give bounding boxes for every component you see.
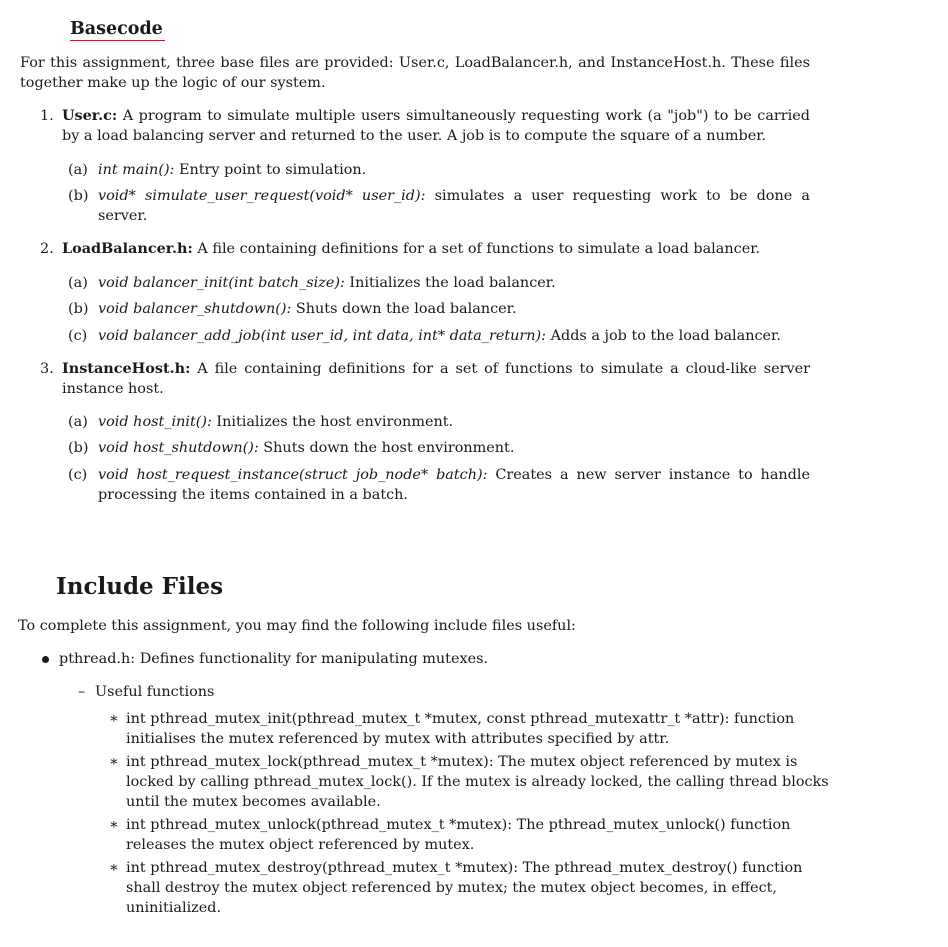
item-filename: User.c:	[62, 107, 118, 124]
item-number: 3.	[40, 361, 54, 377]
function-text: int pthread_mutex_destroy(pthread_mutex_t *mutex): The pthread_mutex_destroy() function shall destroy the mutex object referenced by mutex; the mutex object becomes, in effect, uninitialized.	[126, 860, 803, 916]
sub-item	[68, 299, 810, 319]
function-item	[109, 752, 834, 812]
function-text: int pthread_mutex_lock(pthread_mutex_t *mutex): The mutex object referenced by mutex is locked by calling pthread_mutex_lock(). If the mutex is already locked, the calling thread blocks until the mutex becomes available.	[126, 754, 829, 810]
function-signature: void host_request_instance(struct job_node* batch):	[98, 467, 488, 483]
item-description: A file containing definitions for a set of functions to simulate a load balancer.	[192, 241, 761, 257]
sub-item-label: (c)	[68, 467, 88, 483]
sub-item	[68, 438, 810, 458]
section-title-basecode: Basecode	[70, 19, 163, 39]
function-signature: void balancer_add_job(int user_id, int data, int* data_return):	[98, 328, 547, 344]
bullet-item	[42, 649, 802, 669]
function-signature: void balancer_init(int batch_size):	[98, 275, 345, 291]
function-signature: int main():	[98, 162, 175, 178]
list-item-user-c	[40, 106, 810, 146]
item-description: A program to simulate multiple users simultaneously requesting work (a "job") to be carried by a load balancing server and returned to the user. A job is to compute the square of a number.	[62, 108, 810, 144]
sub-item-label: (a)	[68, 414, 88, 430]
star-marker: ∗	[109, 711, 119, 727]
function-description: simulates a user requesting work to be done a server.	[98, 188, 810, 224]
sub-item	[68, 160, 810, 180]
item-number: 2.	[40, 241, 54, 257]
function-description: Adds a job to the load balancer.	[546, 328, 781, 344]
sub-item-label: (a)	[68, 275, 88, 291]
star-marker: ∗	[109, 817, 119, 833]
section-title-include-files: Include Files	[56, 573, 224, 600]
list-item-loadbalancer-h	[40, 239, 810, 259]
star-marker: ∗	[109, 860, 119, 876]
dash-item	[78, 682, 798, 702]
function-item	[109, 858, 834, 918]
bullet-dot-icon	[42, 656, 49, 663]
sub-item-label: (b)	[68, 188, 89, 204]
function-item	[109, 709, 834, 749]
function-signature: void host_shutdown():	[98, 440, 259, 456]
sub-item	[68, 273, 810, 293]
function-signature: void* simulate_user_request(void* user_id):	[98, 188, 426, 204]
function-description: Shuts down the host environment.	[258, 440, 515, 456]
include-intro: To complete this assignment, you may find the following include files useful:	[18, 618, 576, 634]
function-description: Creates a new server instance to handle processing the items contained in a batch.	[98, 467, 810, 503]
function-description: Shuts down the load balancer.	[291, 301, 517, 317]
item-filename: InstanceHost.h:	[62, 360, 191, 377]
sub-item	[68, 186, 810, 226]
item-number: 1.	[40, 108, 54, 124]
function-description: Entry point to simulation.	[174, 162, 367, 178]
function-signature: void host_init():	[98, 414, 212, 430]
useful-functions-heading: Useful functions	[95, 684, 215, 700]
function-description: Initializes the load balancer.	[344, 275, 556, 291]
sub-item	[68, 465, 810, 505]
sub-item	[68, 326, 810, 346]
sub-item	[68, 412, 810, 432]
sub-item-label: (b)	[68, 440, 89, 456]
item-filename: LoadBalancer.h:	[62, 240, 193, 257]
item-description: A file containing definitions for a set of functions to simulate a cloud-like server instance host.	[62, 361, 810, 397]
function-item	[109, 815, 834, 855]
sub-item-label: (b)	[68, 301, 89, 317]
function-text: int pthread_mutex_init(pthread_mutex_t *mutex, const pthread_mutexattr_t *attr): function initialises the mutex referenced by mutex with attributes specified by attr.	[126, 711, 795, 747]
basecode-intro: For this assignment, three base files are provided: User.c, LoadBalancer.h, and InstanceHost.h. These files together make up the logic of our system.	[20, 55, 810, 91]
function-description: Initializes the host environment.	[211, 414, 454, 430]
sub-item-label: (a)	[68, 162, 88, 178]
function-text: int pthread_mutex_unlock(pthread_mutex_t *mutex): The pthread_mutex_unlock() function releases the mutex object referenced by mutex.	[126, 817, 791, 853]
star-marker: ∗	[109, 754, 119, 770]
bullet-text: pthread.h: Defines functionality for manipulating mutexes.	[59, 651, 489, 667]
dash-marker: –	[78, 684, 86, 700]
function-signature: void balancer_shutdown():	[98, 301, 292, 317]
list-item-instancehost-h	[40, 359, 810, 399]
sub-item-label: (c)	[68, 328, 88, 344]
